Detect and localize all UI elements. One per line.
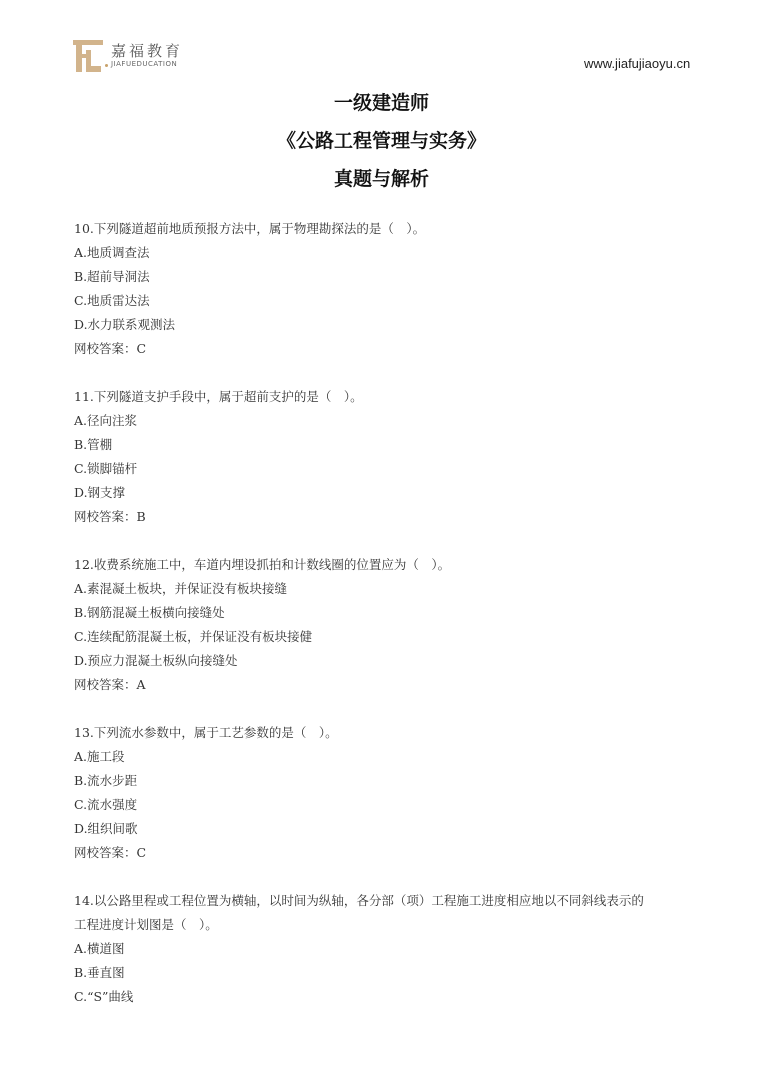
question-stem: 13.下列流水参数中，属于工艺参数的是（ ）。	[74, 725, 338, 740]
question-14	[74, 889, 714, 1009]
question-13	[74, 721, 714, 865]
option-c: C.“S”曲线	[74, 989, 134, 1004]
option-b: B.钢筋混凝土板横向接缝处	[74, 605, 225, 620]
option-b: B.流水步距	[74, 773, 138, 788]
option-d: D.水力联系观测法	[74, 317, 176, 332]
answer: 网校答案：B	[74, 509, 146, 524]
question-11	[74, 385, 714, 529]
question-stem: 10.下列隧道超前地质预报方法中，属于物理勘探法的是（ ）。	[74, 221, 426, 236]
option-b: B.管棚	[74, 437, 113, 452]
option-c: C.流水强度	[74, 797, 138, 812]
document-title	[0, 84, 763, 198]
question-stem-line-2: 工程进度计划图是（ ）。	[74, 917, 218, 932]
question-stem-line-1: 14.以公路里程或工程位置为横轴，以时间为纵轴，各分部（项）工程施工进度相应地以不同斜线表示的	[74, 893, 644, 908]
option-a: A.素混凝土板块，并保证没有板块接缝	[74, 581, 288, 596]
option-a: A.径向注浆	[74, 413, 138, 428]
site-url: www.jiafujiaoyu.cn	[584, 56, 691, 71]
option-a: A.施工段	[74, 749, 125, 764]
option-a: A.地质调查法	[74, 245, 150, 260]
answer: 网校答案：C	[74, 845, 147, 860]
logo-chinese-name: 嘉福教育	[111, 42, 184, 60]
answer: 网校答案：A	[74, 677, 146, 692]
logo-dot-icon	[105, 64, 108, 67]
questions-list	[74, 217, 714, 1033]
question-10	[74, 217, 714, 361]
option-b: B.超前导洞法	[74, 269, 150, 284]
question-12	[74, 553, 714, 697]
option-b: B.垂直图	[74, 965, 125, 980]
option-d: D.组织间歌	[74, 821, 138, 836]
page-header	[0, 0, 763, 80]
title-line-2: 《公路工程管理与实务》	[276, 130, 486, 152]
question-stem: 12.收费系统施工中，车道内埋设抓拍和计数线圈的位置应为（ ）。	[74, 557, 451, 572]
option-d: D.预应力混凝土板纵向接缝处	[74, 653, 238, 668]
answer: 网校答案：C	[74, 341, 147, 356]
logo-mark-icon	[73, 40, 103, 72]
option-c: C.锁脚锚杆	[74, 461, 138, 476]
title-line-1: 一级建造师	[333, 92, 429, 114]
option-d: D.钢支撑	[74, 485, 126, 500]
option-c: C.地质雷达法	[74, 293, 150, 308]
question-stem: 11.下列隧道支护手段中，属于超前支护的是（ ）。	[74, 389, 363, 404]
title-line-3: 真题与解析	[333, 168, 429, 190]
logo-english-name: JIAFUEDUCATION	[111, 60, 178, 68]
option-a: A.横道图	[74, 941, 125, 956]
brand-logo	[73, 40, 183, 72]
option-c: C.连续配筋混凝土板，并保证没有板块接健	[74, 629, 313, 644]
